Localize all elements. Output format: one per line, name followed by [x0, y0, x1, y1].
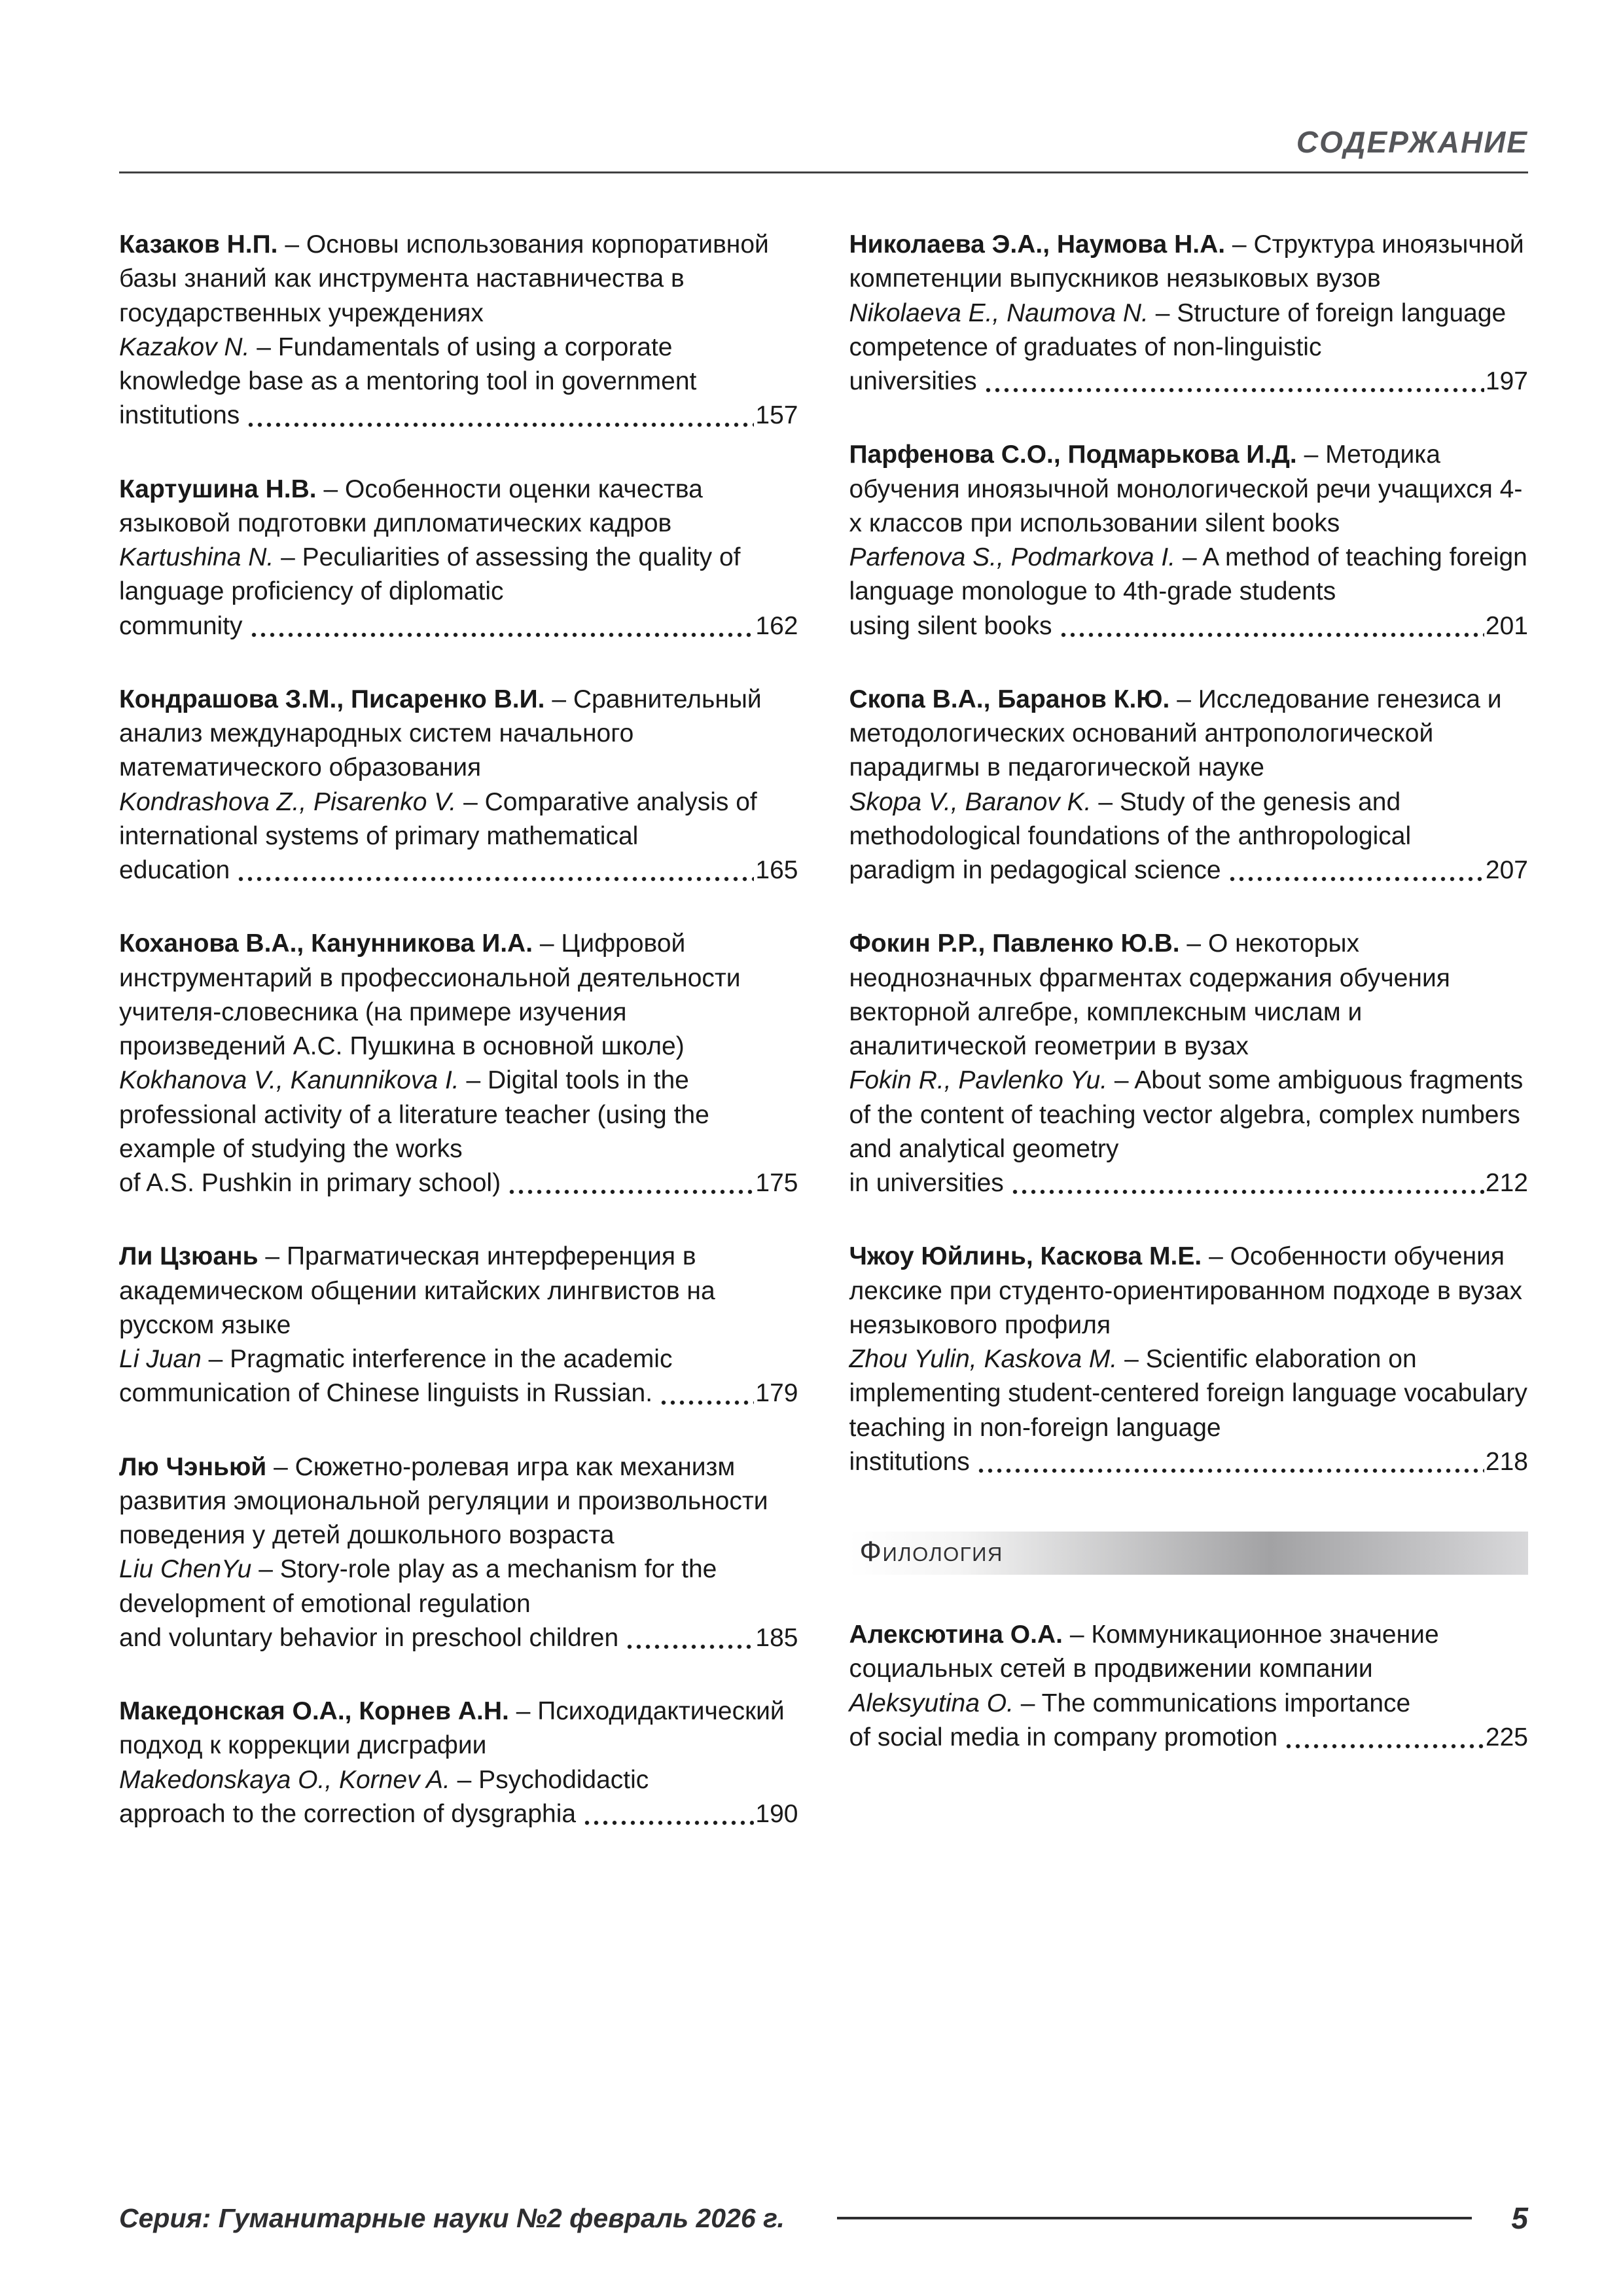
entry-title-en: – Digital tools in the professional activity of a literature teacher (using the example of studying the works — [119, 1066, 709, 1163]
entry-russian — [849, 683, 1529, 785]
toc-column-left — [119, 228, 798, 1871]
entry-russian — [119, 1695, 798, 1763]
entry-english — [119, 1552, 798, 1621]
entry-page-number: 197 — [1485, 367, 1528, 395]
entry-russian — [849, 1618, 1529, 1687]
toc-entry — [849, 683, 1529, 888]
entry-authors-en: Nikolaeva E., Naumova N. — [849, 298, 1149, 327]
toc-entry — [849, 927, 1529, 1200]
entry-english — [849, 1342, 1529, 1445]
entry-authors-en: Kartushina N. — [119, 543, 274, 571]
dot-leader — [246, 422, 754, 427]
entry-title-en: – Psychodidactic — [457, 1765, 649, 1794]
entry-russian — [119, 1450, 798, 1553]
entry-page-number: 190 — [755, 1799, 798, 1828]
entry-title-en: – The communications importance — [1020, 1689, 1411, 1717]
entry-english — [119, 1064, 798, 1166]
entry-authors-ru: Ли Цзюань — [119, 1242, 259, 1271]
entry-leader — [849, 1721, 1529, 1755]
entry-leader — [849, 365, 1529, 399]
dot-leader — [236, 876, 754, 882]
entry-english — [849, 296, 1529, 365]
entry-authors-en: Liu ChenYu — [119, 1555, 252, 1584]
entry-english — [849, 1064, 1529, 1166]
toc-column-right — [849, 228, 1529, 1871]
entry-tail-text: of social media in company promotion — [849, 1723, 1278, 1751]
entry-authors-ru: Фокин Р.Р., Павленко Ю.В. — [849, 929, 1180, 958]
dot-leader — [1284, 1744, 1484, 1749]
entry-title-ru: – Структура иноязычной компетенции выпускников неязыковых вузов — [849, 230, 1524, 293]
entry-tail-text: communication of Chinese linguists in Russian. — [119, 1379, 653, 1408]
entry-leader — [119, 399, 798, 433]
entry-english — [119, 331, 798, 399]
entry-leader — [849, 609, 1529, 643]
entry-authors-en: Kondrashova Z., Pisarenko V. — [119, 787, 457, 816]
toc-entry — [119, 1695, 798, 1831]
entry-title-en: – A method of teaching foreign language monologue to 4th-grade students — [849, 543, 1527, 606]
entry-page-number: 225 — [1485, 1723, 1528, 1751]
entry-english — [849, 541, 1529, 609]
entry-title-ru: – О некоторых неоднозначных фрагментах содержания обучения векторной алгебре, комплексным числам и аналитической геометрии в вузах — [849, 929, 1450, 1060]
entry-russian — [849, 1240, 1529, 1342]
entry-tail-text: using silent books — [849, 611, 1052, 640]
entry-tail-text: community — [119, 611, 243, 640]
entry-tail-text: in universities — [849, 1169, 1004, 1197]
entry-authors-en: Zhou Yulin, Kaskova M. — [849, 1345, 1118, 1373]
entry-authors-ru: Парфенова С.О., Подмарькова И.Д. — [849, 440, 1297, 469]
entry-authors-en: Skopa V., Baranov K. — [849, 787, 1092, 816]
entry-page-number: 218 — [1485, 1447, 1528, 1476]
entry-title-ru: – Цифровой инструментарий в профессиональной деятельности учителя-словесника (на примере изучения произведений А.С. Пушкина в основной школе) — [119, 929, 741, 1060]
entry-english — [119, 1763, 798, 1797]
entry-title-en: – Fundamentals of using a corporate knowledge base as a mentoring tool in government — [119, 332, 697, 395]
section-label: Филология — [859, 1535, 1003, 1568]
entry-authors-ru: Алексютина О.А. — [849, 1621, 1063, 1649]
entry-authors-en: Li Juan — [119, 1345, 202, 1373]
entry-authors-ru: Казаков Н.П. — [119, 230, 278, 259]
entry-russian — [119, 1240, 798, 1342]
entry-authors-en: Makedonskaya O., Kornev A. — [119, 1765, 450, 1794]
toc-entry — [849, 228, 1529, 399]
dot-leader — [249, 632, 755, 637]
entry-english — [119, 785, 798, 854]
toc-entry — [119, 1240, 798, 1410]
entry-tail-text: approach to the correction of dysgraphia — [119, 1799, 577, 1828]
entry-authors-en: Kazakov N. — [119, 332, 250, 361]
entry-title-ru: – Коммуникационное значение социальных сетей в продвижении компании — [849, 1621, 1439, 1683]
entry-page-number: 165 — [755, 856, 798, 884]
dot-leader — [659, 1400, 754, 1405]
entry-leader — [119, 609, 798, 643]
entry-russian — [119, 927, 798, 1064]
entry-russian — [119, 473, 798, 541]
toc-entry — [119, 473, 798, 643]
dot-leader — [1059, 632, 1484, 637]
entry-english — [119, 1342, 798, 1376]
dot-leader — [507, 1189, 754, 1194]
entry-title-en: – Story-role play as a mechanism for the development of emotional regulation — [119, 1555, 717, 1618]
entry-title-en: – Structure of foreign language competence of graduates of non-linguistic — [849, 298, 1507, 361]
entry-title-en: – Study of the genesis and methodological foundations of the anthropological — [849, 787, 1412, 850]
entry-page-number: 201 — [1485, 611, 1528, 640]
toc-entry — [849, 1240, 1529, 1479]
dot-leader — [1010, 1189, 1484, 1194]
dot-leader — [976, 1468, 1484, 1473]
entry-leader — [119, 1797, 798, 1831]
toc-entry — [119, 683, 798, 888]
entry-tail-text: institutions — [849, 1447, 970, 1476]
entry-authors-en: Kokhanova V., Kanunnikova I. — [119, 1066, 459, 1095]
entry-title-ru: – Исследование генезиса и методологических оснований антропологической парадигмы в педагогической науке — [849, 685, 1502, 782]
entry-tail-text: institutions — [119, 401, 240, 430]
entry-leader — [119, 1621, 798, 1655]
toc-entry — [849, 438, 1529, 643]
toc-footer — [119, 2200, 1528, 2236]
entry-russian — [849, 228, 1529, 296]
entry-russian — [119, 228, 798, 331]
entry-authors-ru: Николаева Э.А., Наумова Н.А. — [849, 230, 1226, 259]
footer-page-number: 5 — [1511, 2201, 1528, 2235]
entry-authors-ru: Кондрашова З.М., Писаренко В.И. — [119, 685, 545, 713]
entry-authors-en: Aleksyutina O. — [849, 1689, 1014, 1717]
section-header — [849, 1532, 1529, 1575]
entry-page-number: 185 — [755, 1623, 798, 1652]
entry-leader — [119, 853, 798, 888]
entry-russian — [849, 927, 1529, 1064]
page-title: СОДЕРЖАНИЕ — [1296, 125, 1528, 159]
entry-russian — [119, 683, 798, 785]
entry-title-ru: – Методика обучения иноязычной монологической речи учащихся 4-х классов при использовании silent books — [849, 440, 1523, 537]
entry-title-en: – About some ambiguous fragments of the content of teaching vector algebra, complex numbers and analytical geometry — [849, 1066, 1524, 1163]
entry-leader — [849, 1166, 1529, 1200]
dot-leader — [984, 387, 1484, 393]
footer-rule — [837, 2217, 1472, 2219]
entry-title-ru: – Особенности обучения лексике при студенто-ориентированном подходе в вузах неязыкового профиля — [849, 1242, 1522, 1339]
entry-page-number: 179 — [755, 1379, 798, 1408]
entry-authors-en: Parfenova S., Podmarkova I. — [849, 543, 1176, 571]
entry-tail-text: and voluntary behavior in preschool children — [119, 1623, 619, 1652]
entry-english — [849, 785, 1529, 854]
entry-title-ru: – Основы использования корпоративной базы знаний как инструмента наставничества в государственных учреждениях — [119, 230, 769, 327]
header-rule — [119, 171, 1528, 173]
entry-page-number: 212 — [1485, 1169, 1528, 1197]
dot-leader — [625, 1644, 754, 1649]
toc-entry — [119, 228, 798, 433]
entry-authors-ru: Македонская О.А., Корнев А.Н. — [119, 1697, 509, 1725]
entry-tail-text: of A.S. Pushkin in primary school) — [119, 1169, 501, 1197]
entry-title-ru: – Прагматическая интерференция в академическом общении китайских лингвистов на русском языке — [119, 1242, 715, 1339]
toc-header — [119, 124, 1528, 173]
entry-page-number: 207 — [1485, 856, 1528, 884]
entry-title-en: – Peculiarities of assessing the quality of language proficiency of diplomatic — [119, 543, 741, 606]
dot-leader — [582, 1820, 754, 1825]
entry-authors-ru: Коханова В.А., Канунникова И.А. — [119, 929, 533, 958]
entry-authors-ru: Скопа В.А., Баранов К.Ю. — [849, 685, 1170, 713]
entry-tail-text: paradigm in pedagogical science — [849, 856, 1221, 884]
entry-tail-text: universities — [849, 367, 977, 395]
entry-leader — [849, 1445, 1529, 1479]
entry-title-en: – Comparative analysis of international systems of primary mathematical — [119, 787, 757, 850]
entry-authors-ru: Лю Чэньюй — [119, 1452, 267, 1481]
entry-title-en: – Pragmatic interference in the academic — [208, 1345, 673, 1373]
toc-entry — [119, 927, 798, 1200]
entry-authors-ru: Чжоу Юйлинь, Каскова М.Е. — [849, 1242, 1202, 1271]
entry-tail-text: education — [119, 856, 230, 884]
toc-columns — [119, 228, 1528, 1871]
entry-russian — [849, 438, 1529, 541]
entry-english — [119, 541, 798, 609]
toc-entry — [119, 1450, 798, 1656]
footer-series-label: Серия: Гуманитарные науки №2 февраль 2026 г. — [119, 2202, 785, 2233]
entry-title-ru: – Сюжетно-ролевая игра как механизм развития эмоциональной регуляции и произвольности поведения у детей дошкольного возраста — [119, 1452, 768, 1549]
entry-page-number: 157 — [755, 401, 798, 430]
entry-title-en: – Scientific elaboration on implementing student-centered foreign language vocabulary teaching in non-foreign language — [849, 1345, 1527, 1442]
entry-title-ru: – Сравнительный анализ международных систем начального математического образования — [119, 685, 762, 782]
entry-authors-en: Fokin R., Pavlenko Yu. — [849, 1066, 1108, 1095]
entry-leader — [849, 853, 1529, 888]
entry-page-number: 175 — [755, 1169, 798, 1197]
entry-leader — [119, 1166, 798, 1200]
dot-leader — [1228, 876, 1484, 882]
entry-english — [849, 1687, 1529, 1721]
entry-leader — [119, 1376, 798, 1410]
toc-entry — [849, 1618, 1529, 1755]
entry-title-ru: – Особенности оценки качества языковой подготовки дипломатических кадров — [119, 475, 703, 537]
entry-title-ru: – Психодидактический подход к коррекции дисграфии — [119, 1697, 785, 1760]
entry-authors-ru: Картушина Н.В. — [119, 475, 317, 503]
entry-page-number: 162 — [755, 611, 798, 640]
